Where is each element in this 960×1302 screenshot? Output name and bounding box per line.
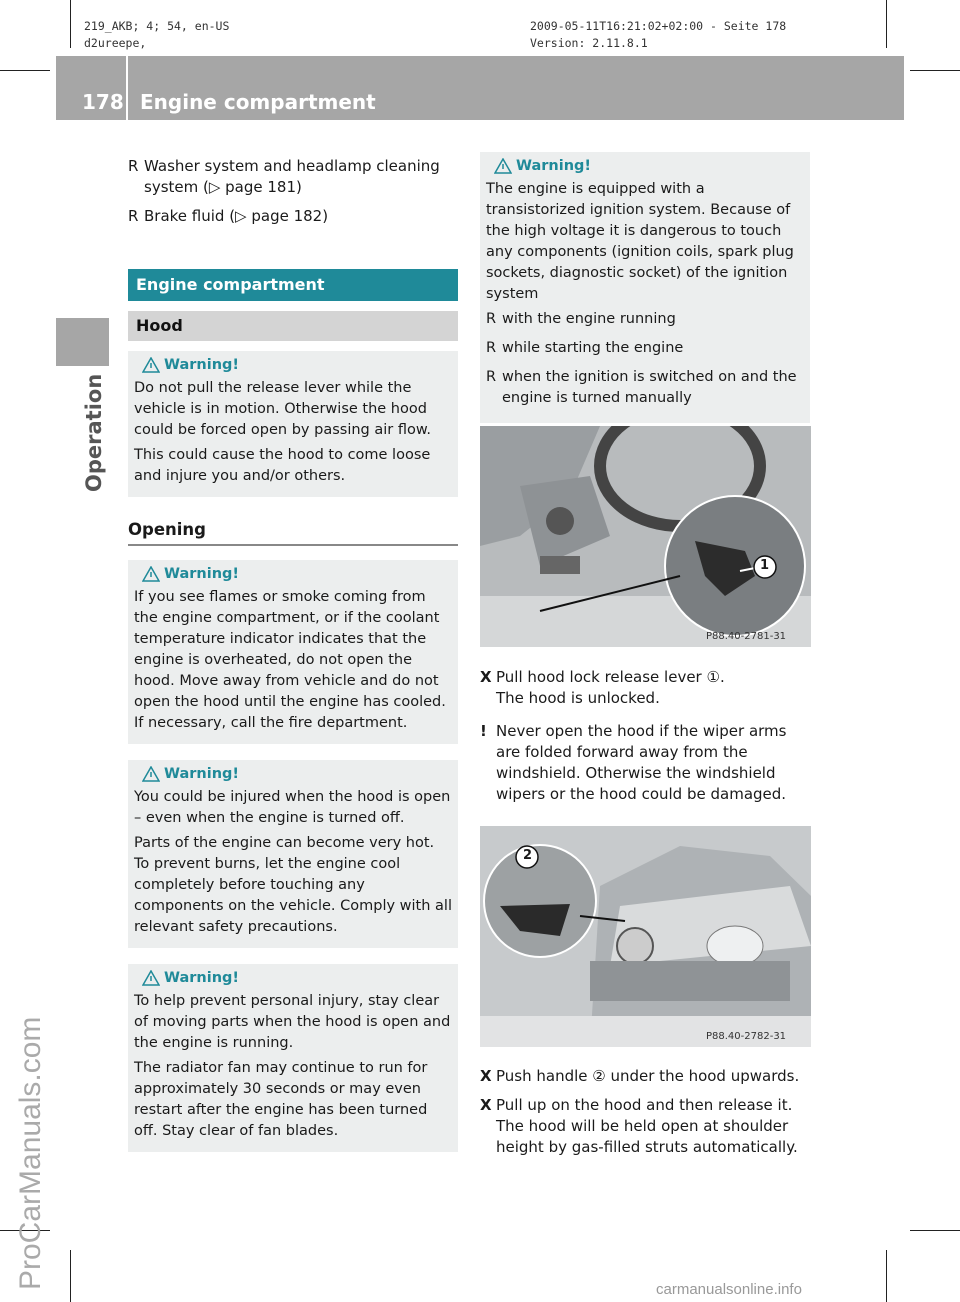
warning-text: If you see flames or smoke coming from the engine compartment, or if the coolant temperature indicator indicates that the engine is overheated, do not open the hood. Move away from vehicle and do not open the hood until the engine has cooled. If necessary, call the fire department. bbox=[134, 589, 446, 731]
step-result: The hood will be held open at shoulder height by gas-filled struts automatically. bbox=[496, 1117, 798, 1156]
page-number: 178 bbox=[82, 90, 124, 114]
bullet-marker: R bbox=[486, 311, 497, 327]
version: Version: 2.11.8.1 bbox=[530, 36, 648, 50]
warning-triangle-icon bbox=[494, 158, 512, 174]
warning-text: The engine is equipped with a transistorized ignition system. Because of the high voltage it is dangerous to touch any components (ignition coils, spark plug sockets, diagnostic socket) of the ignition system bbox=[486, 181, 794, 302]
warning-box bbox=[128, 560, 458, 744]
side-tab-label: Operation bbox=[82, 373, 106, 492]
instruction-step bbox=[480, 1095, 815, 1158]
list-item-text: with the engine running bbox=[502, 311, 676, 327]
warning-title: Warning! bbox=[134, 355, 452, 376]
header-divider bbox=[126, 56, 128, 120]
bullet-marker: R bbox=[128, 207, 139, 225]
instructions-block-2 bbox=[480, 1066, 815, 1166]
crop-mark bbox=[886, 1250, 887, 1302]
figure-hood-release-lever bbox=[480, 426, 811, 647]
caution-text: Never open the hood if the wiper arms are folded forward away from the windshield. Otherwise the windshield wipers or the hood could be damaged. bbox=[496, 722, 787, 803]
page-header bbox=[56, 56, 904, 120]
warning-box bbox=[128, 351, 458, 497]
warning-title: Warning! bbox=[134, 968, 452, 989]
list-item-text: Brake fluid (▷ page 182) bbox=[144, 207, 329, 225]
hood-release-illustration bbox=[480, 426, 811, 647]
list-item-text: Washer system and headlamp cleaning system (▷ page 181) bbox=[144, 157, 440, 196]
warning-text: You could be injured when the hood is open – even when the engine is turned off. bbox=[134, 789, 451, 826]
list-item bbox=[128, 156, 458, 198]
left-column bbox=[128, 156, 458, 1152]
list-item-text: while starting the engine bbox=[502, 340, 684, 356]
warning-triangle-icon bbox=[142, 766, 160, 782]
warning-title: Warning! bbox=[134, 564, 452, 585]
bullet-marker: R bbox=[486, 369, 497, 385]
instructions-block-1 bbox=[480, 667, 815, 813]
side-tab-marker bbox=[56, 318, 109, 366]
crop-mark bbox=[910, 70, 960, 71]
list-item bbox=[486, 309, 804, 330]
timestamp: 2009-05-11T16:21:02+02:00 - Seite 178 bbox=[530, 19, 787, 33]
step-marker: X bbox=[480, 1096, 492, 1114]
right-column bbox=[480, 152, 810, 423]
figure-code: P88.40-2782-31 bbox=[706, 1031, 787, 1042]
print-meta-right bbox=[530, 18, 786, 52]
warning-box bbox=[480, 152, 810, 423]
step-marker: X bbox=[480, 668, 492, 686]
figure-hood-handle bbox=[480, 826, 811, 1047]
step-text: Push handle ② under the hood upwards. bbox=[496, 1067, 800, 1085]
list-item bbox=[486, 367, 804, 409]
warning-text: The radiator fan may continue to run for approximately 30 seconds or may even restart after the engine has been turned off. Stay clear of fan blades. bbox=[134, 1060, 428, 1139]
figure-code: P88.40-2781-31 bbox=[706, 631, 787, 642]
watermark: ProCarManuals.com bbox=[14, 1016, 47, 1290]
warning-triangle-icon bbox=[142, 970, 160, 986]
list-item bbox=[128, 206, 458, 227]
editor: d2ureepe, bbox=[84, 36, 147, 50]
warning-title: Warning! bbox=[134, 764, 452, 785]
section-title: Engine compartment bbox=[128, 269, 458, 301]
crop-mark bbox=[886, 0, 887, 48]
print-meta-left bbox=[84, 18, 229, 52]
list-item-text: when the ignition is switched on and the engine is turned manually bbox=[502, 369, 797, 406]
warning-box bbox=[128, 760, 458, 948]
page-title: Engine compartment bbox=[140, 90, 376, 114]
bullet-marker: R bbox=[486, 340, 497, 356]
subheading-opening: Opening bbox=[128, 519, 458, 546]
caution-marker: ! bbox=[480, 722, 487, 740]
footer-watermark: carmanualsonline.info bbox=[656, 1281, 802, 1298]
warning-text: This could cause the hood to come loose and injure you and/or others. bbox=[134, 447, 431, 484]
instruction-step bbox=[480, 1066, 815, 1087]
step-result: The hood is unlocked. bbox=[496, 689, 660, 707]
subsection-title: Hood bbox=[128, 311, 458, 341]
callout-number: 2 bbox=[523, 848, 533, 863]
warning-text: Do not pull the release lever while the vehicle is in motion. Otherwise the hood could be forced open by passing air flow. bbox=[134, 380, 431, 438]
bullet-marker: R bbox=[128, 157, 139, 175]
callout-number: 1 bbox=[760, 558, 770, 573]
warning-text: To help prevent personal injury, stay clear of moving parts when the hood is open and the engine is running. bbox=[134, 993, 451, 1051]
warning-box bbox=[128, 964, 458, 1152]
step-marker: X bbox=[480, 1067, 492, 1085]
warning-triangle-icon bbox=[142, 357, 160, 373]
warning-triangle-icon bbox=[142, 566, 160, 582]
crop-mark bbox=[910, 1230, 960, 1231]
crop-mark bbox=[70, 1250, 71, 1302]
crop-mark bbox=[0, 70, 50, 71]
doc-code: 219_AKB; 4; 54, en-US bbox=[84, 19, 230, 33]
instruction-step bbox=[480, 667, 815, 709]
crop-mark bbox=[70, 0, 71, 48]
caution-note bbox=[480, 721, 815, 805]
step-text: Pull hood lock release lever ①. bbox=[496, 668, 725, 686]
warning-text: Parts of the engine can become very hot. To prevent burns, let the engine cool completely before touching any components on the vehicle. Comply with all relevant safety precautions. bbox=[134, 835, 452, 935]
step-text: Pull up on the hood and then release it. bbox=[496, 1096, 793, 1114]
warning-title: Warning! bbox=[486, 156, 804, 177]
list-item bbox=[486, 338, 804, 359]
